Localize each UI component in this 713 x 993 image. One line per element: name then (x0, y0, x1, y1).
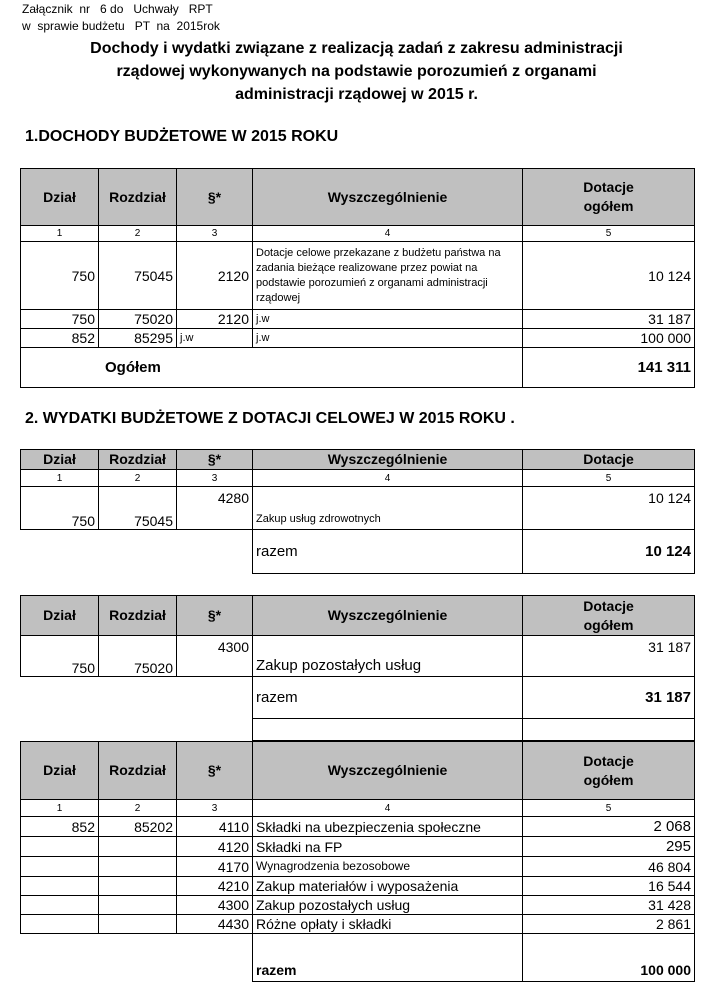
cell-paragraf: 2120 (177, 242, 253, 310)
cell-dzial (21, 877, 99, 896)
cell-dzial: 750 (21, 242, 99, 310)
razem-label: razem (253, 677, 523, 719)
cell-paragraf: 4280 (177, 487, 253, 530)
table-row (21, 896, 695, 915)
razem-row (21, 934, 695, 982)
cell-kwota: 10 124 (523, 242, 695, 310)
col-dotacje: Dotacje (523, 450, 695, 470)
cell-rozdzial: 75045 (99, 242, 177, 310)
cell-paragraf: 4430 (177, 915, 253, 934)
col-rozdzial: Rozdział (99, 596, 177, 636)
cell-kwota: 2 068 (523, 817, 695, 837)
income-header-row (21, 169, 695, 226)
col-number: 3 (177, 800, 253, 817)
col-number: 2 (99, 800, 177, 817)
cell-dzial (21, 896, 99, 915)
cell-dzial: 750 (21, 636, 99, 677)
cell-dzial (21, 837, 99, 857)
col-number: 5 (523, 226, 695, 242)
cell-opis: Zakup materiałów i wyposażenia (253, 877, 523, 896)
cell-rozdzial (99, 896, 177, 915)
razem-label: razem (253, 934, 523, 982)
col-number: 3 (177, 470, 253, 487)
col-paragraf: §* (177, 450, 253, 470)
col-number: 1 (21, 470, 99, 487)
col-number: 2 (99, 470, 177, 487)
cell-rozdzial (99, 837, 177, 857)
cell-opis: Zakup pozostałych usług (253, 896, 523, 915)
table-row (21, 487, 695, 530)
col-paragraf: §* (177, 596, 253, 636)
table-row (21, 310, 695, 329)
cell-rozdzial: 85202 (99, 817, 177, 837)
cell-paragraf: 4300 (177, 636, 253, 677)
cell-dzial: 852 (21, 329, 99, 348)
col-dzial: Dział (21, 596, 99, 636)
cell-kwota: 295 (523, 837, 695, 857)
cell-kwota: 31 428 (523, 896, 695, 915)
cell-dzial: 750 (21, 310, 99, 329)
cell-dzial (21, 915, 99, 934)
total-value: 141 311 (523, 348, 695, 388)
table-row (21, 857, 695, 877)
attachment-line-1: Załącznik nr 6 do Uchwały RPT (22, 2, 213, 16)
razem-label: razem (253, 530, 523, 574)
cell-opis: Składki na ubezpieczenia społeczne (253, 817, 523, 837)
section-1-heading: 1.DOCHODY BUDŻETOWE W 2015 ROKU (25, 128, 339, 145)
col-dzial: Dział (21, 169, 99, 226)
cell-rozdzial (99, 877, 177, 896)
cell-kwota: 100 000 (523, 329, 695, 348)
expense-number-row (21, 800, 695, 817)
expense-table-2 (20, 595, 695, 741)
col-wyszczegolnienie: Wyszczególnienie (253, 596, 523, 636)
cell-paragraf: 4300 (177, 896, 253, 915)
col-number: 5 (523, 800, 695, 817)
cell-rozdzial (99, 915, 177, 934)
income-number-row (21, 226, 695, 242)
col-number: 1 (21, 800, 99, 817)
cell-paragraf: 4110 (177, 817, 253, 837)
section-2-heading: 2. WYDATKI BUDŻETOWE Z DOTACJI CELOWEJ W 2015 ROKU . (25, 410, 515, 427)
cell-paragraf: 4120 (177, 837, 253, 857)
table-row (21, 636, 695, 677)
table-row (21, 242, 695, 310)
cell-paragraf: 2120 (177, 310, 253, 329)
col-dzial: Dział (21, 450, 99, 470)
document-title-line-3: administracji rządowej w 2015 r. (235, 86, 478, 103)
cell-opis: j.w (253, 329, 523, 348)
col-rozdzial: Rozdział (99, 450, 177, 470)
col-number: 4 (253, 800, 523, 817)
cell-rozdzial (99, 857, 177, 877)
cell-kwota: 46 804 (523, 857, 695, 877)
cell-kwota: 10 124 (523, 487, 695, 530)
cell-opis: Składki na FP (253, 837, 523, 857)
cell-rozdzial: 75020 (99, 310, 177, 329)
cell-rozdzial: 75020 (99, 636, 177, 677)
expense-header-row (21, 742, 695, 800)
attachment-line-2: w sprawie budżetu PT na 2015rok (22, 19, 220, 33)
cell-kwota: 31 187 (523, 636, 695, 677)
col-number: 3 (177, 226, 253, 242)
col-number: 4 (253, 226, 523, 242)
col-paragraf: §* (177, 169, 253, 226)
cell-opis: Zakup usług zdrowotnych (253, 487, 523, 530)
col-number: 4 (253, 470, 523, 487)
expense-table-3 (20, 741, 695, 982)
razem-row (21, 677, 695, 719)
cell-dzial (21, 857, 99, 877)
col-dotacje: Dotacje ogółem (523, 596, 695, 636)
cell-kwota: 16 544 (523, 877, 695, 896)
col-rozdzial: Rozdział (99, 742, 177, 800)
cell-kwota: 2 861 (523, 915, 695, 934)
cell-opis: Wynagrodzenia bezosobowe (253, 857, 523, 877)
cell-kwota: 31 187 (523, 310, 695, 329)
expense-header-row (21, 596, 695, 636)
document-title-line-1: Dochody i wydatki związane z realizacją zadań z zakresu administracji (90, 40, 623, 57)
table-row (21, 915, 695, 934)
cell-dzial: 852 (21, 817, 99, 837)
col-dotacje: Dotacje ogółem (523, 742, 695, 800)
cell-dzial: 750 (21, 487, 99, 530)
total-label: Ogółem (21, 348, 523, 388)
col-dzial: Dział (21, 742, 99, 800)
razem-value: 31 187 (523, 677, 695, 719)
table-row (21, 837, 695, 857)
cell-rozdzial: 85295 (99, 329, 177, 348)
income-table (20, 168, 695, 388)
cell-opis: Różne opłaty i składki (253, 915, 523, 934)
razem-row (21, 530, 695, 574)
cell-paragraf: 4210 (177, 877, 253, 896)
col-dotacje: Dotacje ogółem (523, 169, 695, 226)
cell-opis: Zakup pozostałych usług (253, 636, 523, 677)
income-total-row (21, 348, 695, 388)
col-number: 1 (21, 226, 99, 242)
expense-table-1 (20, 449, 695, 574)
col-wyszczegolnienie: Wyszczególnienie (253, 450, 523, 470)
table-row (21, 877, 695, 896)
razem-value: 100 000 (523, 934, 695, 982)
expense-number-row (21, 470, 695, 487)
table-row (21, 329, 695, 348)
col-number: 5 (523, 470, 695, 487)
cell-paragraf: 4170 (177, 857, 253, 877)
col-number: 2 (99, 226, 177, 242)
cell-rozdzial: 75045 (99, 487, 177, 530)
document-title-line-2: rządowej wykonywanych na podstawie porozumień z organami (116, 63, 597, 80)
razem-value: 10 124 (523, 530, 695, 574)
cell-paragraf: j.w (177, 329, 253, 348)
col-wyszczegolnienie: Wyszczególnienie (253, 169, 523, 226)
expense-header-row (21, 450, 695, 470)
col-wyszczegolnienie: Wyszczególnienie (253, 742, 523, 800)
col-rozdzial: Rozdział (99, 169, 177, 226)
spacer-row (21, 719, 695, 741)
col-paragraf: §* (177, 742, 253, 800)
cell-opis: j.w (253, 310, 523, 329)
cell-opis: Dotacje celowe przekazane z budżetu państwa na zadania bieżące realizowane przez powiat na podstawie porozumień z organami administracji rządowej (253, 242, 523, 310)
table-row (21, 817, 695, 837)
